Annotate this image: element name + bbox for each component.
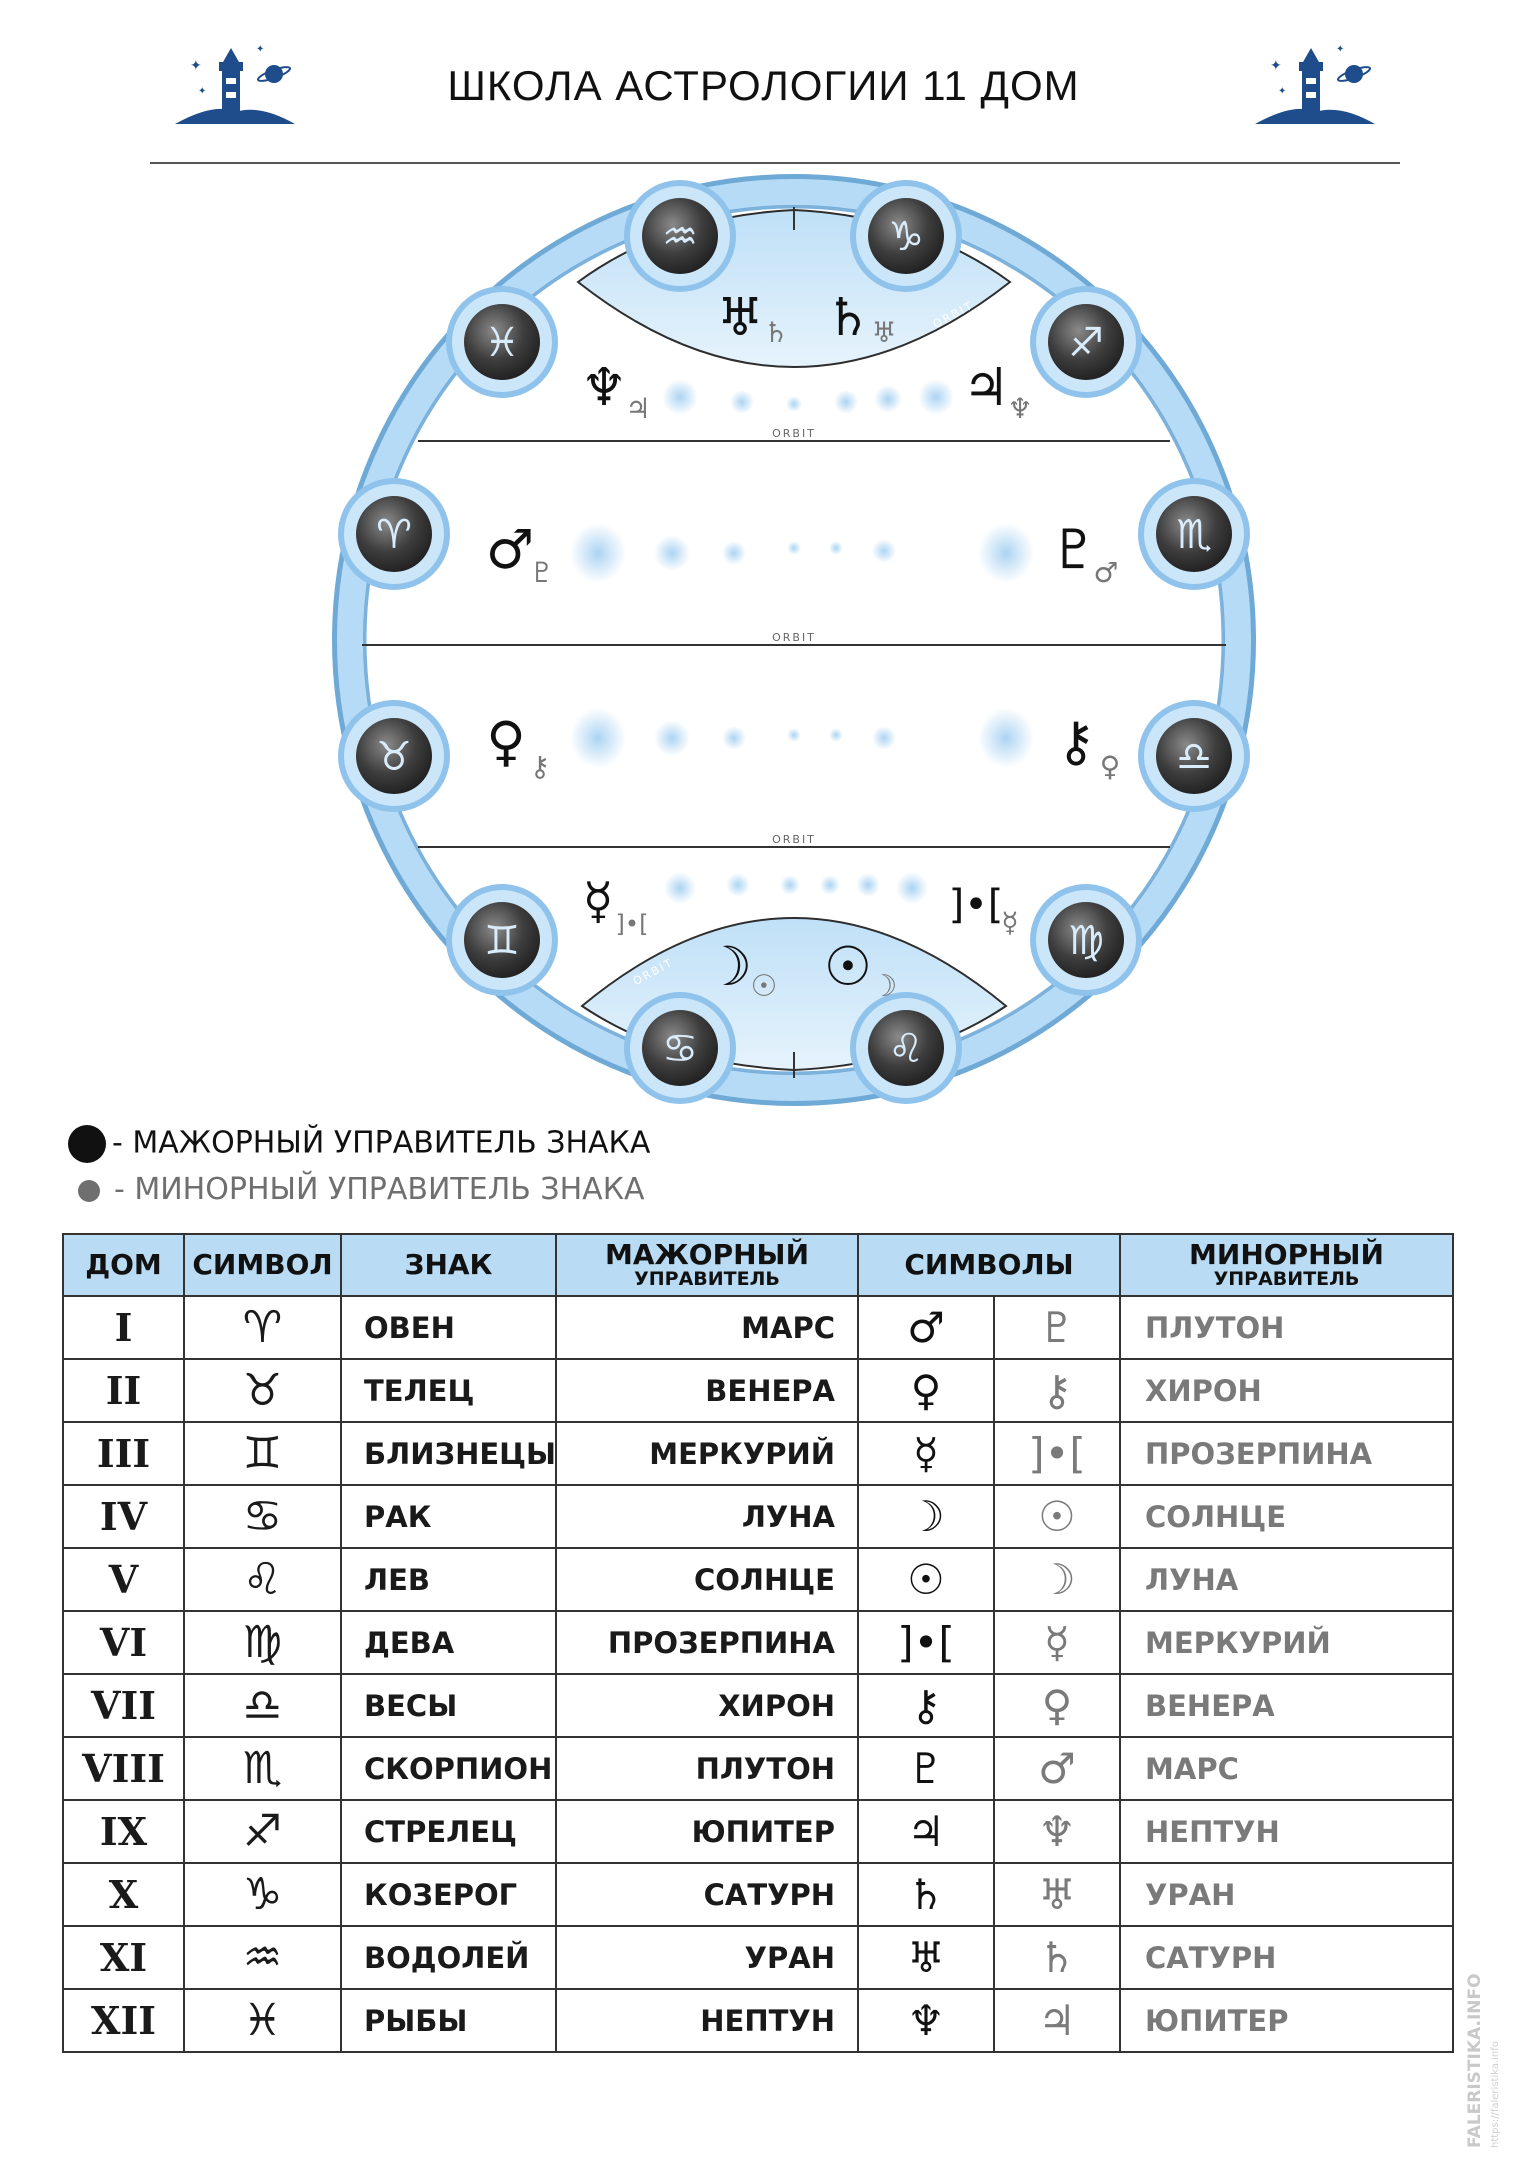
house-number: VII: [63, 1674, 184, 1737]
legend-major: [68, 1125, 650, 1163]
taurus-icon: ♉: [376, 734, 412, 780]
gemini-icon: ♊: [484, 918, 520, 964]
house-number: VI: [63, 1611, 184, 1674]
minor-ruler-name: УРАН: [1120, 1863, 1453, 1926]
minor-dot-icon: [78, 1180, 100, 1202]
header-symbol: СИМВОЛ: [184, 1234, 341, 1296]
sign-name: ВЕСЫ: [341, 1674, 556, 1737]
house-number: V: [63, 1548, 184, 1611]
table-row: [63, 1926, 1453, 1989]
mercury-minor-icon: ☿: [1001, 906, 1019, 939]
table-row: [63, 1674, 1453, 1737]
page-title: ШКОЛА АСТРОЛОГИИ 11 ДОМ: [447, 62, 1080, 109]
table-row: [63, 1296, 1453, 1359]
venus-major-icon: ♀: [486, 710, 526, 773]
mars-major-icon: ♂: [485, 518, 535, 581]
pluto-icon: ♇: [858, 1737, 994, 1800]
cancer-icon: ♋: [662, 1026, 698, 1072]
major-ruler-name: ЮПИТЕР: [556, 1800, 858, 1863]
sign-name: РАК: [341, 1485, 556, 1548]
saturn-major-icon: ♄: [824, 288, 872, 348]
svg-text:✦: ✦: [1336, 44, 1345, 55]
svg-text:✦: ✦: [256, 44, 265, 55]
major-ruler-name: СОЛНЦЕ: [556, 1548, 858, 1611]
sun-icon: ☉: [858, 1548, 994, 1611]
gemini-icon: ♊: [184, 1422, 341, 1485]
legend-minor-label: - МИНОРНЫЙ УПРАВИТЕЛЬ ЗНАКА: [114, 1172, 645, 1207]
table-row: [63, 1548, 1453, 1611]
sign-name: ДЕВА: [341, 1611, 556, 1674]
sign-name: СТРЕЛЕЦ: [341, 1800, 556, 1863]
mercury-major-icon: ☿: [582, 872, 614, 930]
uranus-major-icon: ♅: [716, 288, 764, 348]
major-ruler-name: ЛУНА: [556, 1485, 858, 1548]
table-row: [63, 1989, 1453, 2052]
chiron-major-icon: ⚷: [1056, 710, 1096, 773]
sign-medallion-pisces: [446, 286, 558, 398]
sign-name: ТЕЛЕЦ: [341, 1359, 556, 1422]
virgo-icon: ♍: [184, 1611, 341, 1674]
sign-medallion-leo: [850, 992, 962, 1104]
house-number: X: [63, 1863, 184, 1926]
sign-medallion-libra: [1138, 700, 1250, 812]
table-row: [63, 1422, 1453, 1485]
proserpina-minor-icon: ]•[: [615, 910, 649, 938]
pluto-minor-icon: ♇: [529, 556, 555, 589]
house-number: XI: [63, 1926, 184, 1989]
legend-major-label: - МАЖОРНЫЙ УПРАВИТЕЛЬ ЗНАКА: [112, 1125, 651, 1161]
cancer-icon: ♋: [184, 1485, 341, 1548]
svg-text:✦: ✦: [1270, 58, 1282, 74]
chiron-icon: ⚷: [994, 1359, 1120, 1422]
proserpina-icon: ]•[: [858, 1611, 994, 1674]
header-minor-main: МИНОРНЫЙ: [1189, 1238, 1384, 1272]
saturn-icon: ♄: [858, 1863, 994, 1926]
table-header-row: [63, 1234, 1453, 1296]
sign-name: СКОРПИОН: [341, 1737, 556, 1800]
moon-major-icon: ☽: [703, 935, 753, 998]
major-ruler-name: САТУРН: [556, 1863, 858, 1926]
sign-medallion-aries: [338, 478, 450, 590]
watermark: [1452, 1960, 1512, 2150]
header-major-main: МАЖОРНЫЙ: [604, 1238, 809, 1272]
jupiter-major-icon: ♃: [962, 358, 1010, 418]
pisces-icon: ♓: [184, 1989, 341, 2052]
table-row: [63, 1737, 1453, 1800]
major-dot-icon: [68, 1125, 106, 1163]
svg-text:✦: ✦: [190, 58, 202, 74]
aquarius-icon: ♒: [662, 214, 698, 260]
orbit-label-top: ORBIT: [930, 298, 976, 331]
jupiter-icon: ♃: [994, 1989, 1120, 2052]
orbit-label-2: ORBIT: [772, 631, 816, 644]
minor-ruler-name: ВЕНЕРА: [1120, 1674, 1453, 1737]
scorpio-icon: ♏: [1176, 512, 1212, 558]
neptune-icon: ♆: [858, 1989, 994, 2052]
minor-ruler-name: ЮПИТЕР: [1120, 1989, 1453, 2052]
minor-ruler-name: МАРС: [1120, 1737, 1453, 1800]
orbit-label-bottom: ORBIT: [630, 955, 676, 988]
sun-minor-icon: ☉: [750, 969, 778, 1004]
taurus-icon: ♉: [184, 1359, 341, 1422]
sagittarius-icon: ♐: [184, 1800, 341, 1863]
house-number: VIII: [63, 1737, 184, 1800]
watermark-line-2: https://faleristika.info: [1490, 2041, 1501, 2148]
major-ruler-name: УРАН: [556, 1926, 858, 1989]
major-ruler-name: МАРС: [556, 1296, 858, 1359]
house-number: XII: [63, 1989, 184, 2052]
proserpina-major-icon: ]•[: [948, 882, 1004, 928]
chiron-minor-icon: ⚷: [529, 750, 551, 783]
venus-minor-icon: ♀: [1099, 750, 1121, 783]
jupiter-minor-icon: ♃: [625, 392, 651, 425]
neptune-minor-icon: ♆: [1007, 392, 1033, 425]
table-row: [63, 1863, 1453, 1926]
virgo-icon: ♍: [1068, 918, 1104, 964]
pisces-icon: ♓: [484, 320, 520, 366]
sagittarius-icon: ♐: [1068, 320, 1104, 366]
sign-medallion-aquarius: [624, 180, 736, 292]
major-ruler-name: ХИРОН: [556, 1674, 858, 1737]
chiron-icon: ⚷: [858, 1674, 994, 1737]
sign-medallion-cancer: [624, 992, 736, 1104]
leo-icon: ♌: [888, 1026, 924, 1072]
mercury-icon: ☿: [994, 1611, 1120, 1674]
leo-icon: ♌: [184, 1548, 341, 1611]
venus-icon: ♀: [858, 1359, 994, 1422]
sign-name: ЛЕВ: [341, 1548, 556, 1611]
orbit-label-3: ORBIT: [772, 833, 816, 846]
mercury-icon: ☿: [858, 1422, 994, 1485]
neptune-major-icon: ♆: [580, 358, 628, 418]
sign-medallion-gemini: [446, 884, 558, 996]
capricorn-icon: ♑: [888, 214, 924, 260]
sign-name: ОВЕН: [341, 1296, 556, 1359]
uranus-minor-icon: ♅: [871, 316, 897, 349]
neptune-icon: ♆: [994, 1800, 1120, 1863]
header-sign: ЗНАК: [341, 1234, 556, 1296]
aries-icon: ♈: [184, 1296, 341, 1359]
pluto-icon: ♇: [994, 1296, 1120, 1359]
table-row: [63, 1359, 1453, 1422]
minor-ruler-name: ПЛУТОН: [1120, 1296, 1453, 1359]
sign-name: РЫБЫ: [341, 1989, 556, 2052]
uranus-icon: ♅: [994, 1863, 1120, 1926]
watermark-line-1: FALERISTIKA.INFO: [1465, 1973, 1485, 2148]
orbit-label-1: ORBIT: [772, 427, 816, 440]
header-major-sub: УПРАВИТЕЛЬ: [634, 1267, 780, 1290]
house-number: II: [63, 1359, 184, 1422]
sun-major-icon: ☉: [823, 935, 873, 998]
sign-name: БЛИЗНЕЦЫ: [341, 1422, 556, 1485]
sign-medallion-virgo: [1030, 884, 1142, 996]
saturn-minor-icon: ♄: [763, 316, 789, 349]
moon-minor-icon: ☽: [870, 969, 898, 1004]
aries-icon: ♈: [376, 512, 412, 558]
minor-ruler-name: ЛУНА: [1120, 1548, 1453, 1611]
rulers-table: [62, 1233, 1454, 2053]
capricorn-icon: ♑: [184, 1863, 341, 1926]
saturn-icon: ♄: [994, 1926, 1120, 1989]
house-number: III: [63, 1422, 184, 1485]
house-number: IX: [63, 1800, 184, 1863]
jupiter-icon: ♃: [858, 1800, 994, 1863]
sign-medallion-capricorn: [850, 180, 962, 292]
minor-ruler-name: МЕРКУРИЙ: [1120, 1611, 1453, 1674]
header-major-ruler: [556, 1234, 858, 1296]
minor-ruler-name: СОЛНЦЕ: [1120, 1485, 1453, 1548]
mars-icon: ♂: [858, 1296, 994, 1359]
libra-icon: ♎: [1176, 734, 1212, 780]
major-ruler-name: ПРОЗЕРПИНА: [556, 1611, 858, 1674]
pluto-major-icon: ♇: [1049, 518, 1099, 581]
sign-name: КОЗЕРОГ: [341, 1863, 556, 1926]
house-number: IV: [63, 1485, 184, 1548]
table-row: [63, 1485, 1453, 1548]
major-ruler-name: МЕРКУРИЙ: [556, 1422, 858, 1485]
mars-icon: ♂: [994, 1737, 1120, 1800]
table-row: [63, 1800, 1453, 1863]
minor-ruler-name: ХИРОН: [1120, 1359, 1453, 1422]
scorpio-icon: ♏: [184, 1737, 341, 1800]
moon-icon: ☽: [994, 1548, 1120, 1611]
mars-minor-icon: ♂: [1093, 556, 1119, 589]
legend-minor: [68, 1172, 645, 1207]
minor-ruler-name: НЕПТУН: [1120, 1800, 1453, 1863]
svg-text:✦: ✦: [198, 86, 207, 97]
house-number: I: [63, 1296, 184, 1359]
sign-medallion-sagittarius: [1030, 286, 1142, 398]
sign-medallion-taurus: [338, 700, 450, 812]
svg-text:✦: ✦: [1278, 86, 1287, 97]
header-minor-ruler: [1120, 1234, 1453, 1296]
sun-icon: ☉: [994, 1485, 1120, 1548]
venus-icon: ♀: [994, 1674, 1120, 1737]
minor-ruler-name: ПРОЗЕРПИНА: [1120, 1422, 1453, 1485]
aquarius-icon: ♒: [184, 1926, 341, 1989]
libra-icon: ♎: [184, 1674, 341, 1737]
major-ruler-name: ПЛУТОН: [556, 1737, 858, 1800]
moon-icon: ☽: [858, 1485, 994, 1548]
uranus-icon: ♅: [858, 1926, 994, 1989]
header-symbols: СИМВОЛЫ: [858, 1234, 1120, 1296]
header-minor-sub: УПРАВИТЕЛЬ: [1213, 1267, 1360, 1290]
major-ruler-name: ВЕНЕРА: [556, 1359, 858, 1422]
minor-ruler-name: САТУРН: [1120, 1926, 1453, 1989]
header-house: ДОМ: [63, 1234, 184, 1296]
table-row: [63, 1611, 1453, 1674]
major-ruler-name: НЕПТУН: [556, 1989, 858, 2052]
proserpina-icon: ]•[: [994, 1422, 1120, 1485]
sign-name: ВОДОЛЕЙ: [341, 1926, 556, 1989]
sign-medallion-scorpio: [1138, 478, 1250, 590]
